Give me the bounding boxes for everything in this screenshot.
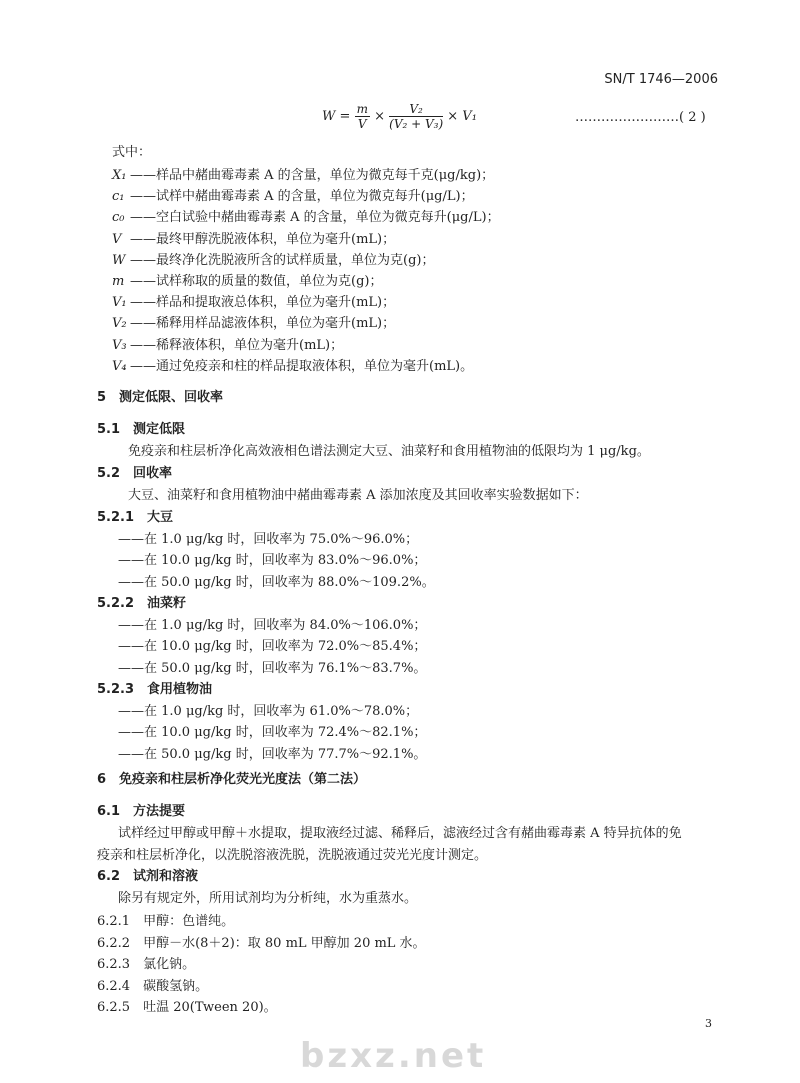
legend-symbol: m [112, 274, 125, 289]
den1: V [357, 117, 367, 131]
section-6-1-text-2: 疫亲和柱层析净化，以洗脱溶液洗脱，洗脱液通过荧光光度计测定。 [97, 848, 488, 863]
recovery-line: ——在 50.0 μg/kg 时，回收率为 76.1%～83.7%。 [118, 660, 427, 676]
legend-description: ——通过免疫亲和柱的样品提取液体积，单位为毫升(mL)。 [130, 358, 474, 374]
legend-description: ——样品中赭曲霉毒素 A 的含量，单位为微克每千克(μg/kg)； [130, 168, 495, 183]
legend-description: ——试样称取的质量的数值，单位为克(g)； [130, 274, 383, 289]
legend-description: ——最终甲醇洗脱液体积，单位为毫升(mL)； [130, 231, 396, 247]
section-6-2-text: 除另有规定外，所用试剂均为分析纯，水为重蒸水。 [118, 891, 418, 906]
section-6-1-title: 6.1 方法提要 [97, 804, 186, 819]
legend-symbol: V₃ [112, 337, 127, 353]
section-5-1-text: 免疫亲和柱层析净化高效液相色谱法测定大豆、油菜籽和食用植物油的低限均为 1 μg/kg。 [128, 444, 650, 459]
recovery-line: ——在 1.0 μg/kg 时，回收率为 75.0%～96.0%； [118, 531, 419, 547]
equation-label: ( 2 ) [679, 110, 706, 125]
times: × [374, 109, 385, 124]
recovery-line: ——在 10.0 μg/kg 时，回收率为 72.4%～82.1%； [118, 725, 427, 740]
legend-description: ——稀释用样品滤液体积，单位为毫升(mL)； [130, 316, 396, 332]
legend-symbol: V [112, 231, 122, 247]
reagent-item: 6.2.1 甲醇：色谱纯。 [97, 914, 235, 929]
section-6-1-text-1: 试样经过甲醇或甲醇＋水提取，提取液经过滤、稀释后，滤液经过含有赭曲霉毒素 A 特异抗体的免 [118, 826, 682, 841]
num2: V₂ [389, 102, 443, 117]
reagent-item: 6.2.4 碳酸氢钠。 [97, 978, 209, 994]
legend-description: ——稀释液体积，单位为毫升(mL)； [130, 337, 344, 353]
legend-description: ——空白试验中赭曲霉毒素 A 的含量，单位为微克每升(μg/L)； [130, 210, 500, 226]
legend-symbol: V₂ [112, 316, 127, 332]
recovery-subsection-title: 5.2.1 大豆 [97, 510, 174, 525]
recovery-line: ——在 10.0 μg/kg 时，回收率为 83.0%～96.0%； [118, 553, 427, 568]
legend-symbol: X₁ [112, 168, 127, 183]
legend-symbol: V₄ [112, 358, 127, 374]
den2: (V₂ + V₃) [389, 117, 444, 131]
formula-lhs: W [322, 109, 336, 124]
legend-symbol: c₁ [112, 189, 125, 205]
formula-number [575, 110, 706, 126]
legend-symbol: V₁ [112, 295, 127, 311]
section-6-title: 6 免疫亲和柱层析净化荧光光度法（第二法） [97, 772, 367, 787]
legend-symbol: W [112, 252, 126, 268]
legend-description: ——试样中赭曲霉毒素 A 的含量，单位为微克每升(μg/L)； [130, 189, 474, 205]
dots: …………………… [575, 110, 679, 125]
section-6-2-title: 6.2 试剂和溶液 [97, 869, 199, 884]
reagent-item: 6.2.5 吐温 20(Tween 20)。 [97, 1000, 277, 1015]
watermark: bzxz.net [300, 1036, 487, 1076]
recovery-line: ——在 50.0 μg/kg 时，回收率为 88.0%～109.2%。 [118, 574, 435, 590]
reagent-item: 6.2.3 氯化钠。 [97, 957, 196, 972]
recovery-line: ——在 1.0 μg/kg 时，回收率为 84.0%～106.0%； [118, 617, 427, 633]
recovery-line: ——在 50.0 μg/kg 时，回收率为 77.7%～92.1%。 [118, 746, 427, 762]
formula-tail: × V₁ [447, 109, 477, 124]
legend-intro: 式中： [112, 145, 152, 160]
fraction-2 [389, 102, 443, 131]
legend-symbol: c₀ [112, 210, 125, 226]
section-5-2-title: 5.2 回收率 [97, 466, 173, 481]
doc-id: SN/T 1746—2006 [604, 72, 718, 87]
recovery-line: ——在 1.0 μg/kg 时，回收率为 61.0%～78.0%； [118, 703, 419, 719]
recovery-line: ——在 10.0 μg/kg 时，回收率为 72.0%～85.4%； [118, 639, 427, 654]
legend-description: ——样品和提取液总体积，单位为毫升(mL)； [130, 295, 396, 311]
section-5-2-text: 大豆、油菜籽和食用植物油中赭曲霉毒素 A 添加浓度及其回收率实验数据如下： [128, 488, 588, 503]
section-5-1-title: 5.1 测定低限 [97, 422, 186, 437]
recovery-subsection-title: 5.2.3 食用植物油 [97, 682, 213, 697]
legend-description: ——最终净化洗脱液所含的试样质量，单位为克(g)； [130, 252, 435, 268]
formula-eq: = [339, 109, 351, 124]
recovery-subsection-title: 5.2.2 油菜籽 [97, 596, 187, 611]
num1: m [356, 102, 368, 116]
fraction-1 [355, 102, 370, 131]
section-5-title: 5 测定低限、回收率 [97, 390, 224, 405]
page-number: 3 [705, 1017, 712, 1030]
formula [322, 102, 477, 132]
reagent-item: 6.2.2 甲醇－水(8＋2)：取 80 mL 甲醇加 20 mL 水。 [97, 935, 426, 951]
